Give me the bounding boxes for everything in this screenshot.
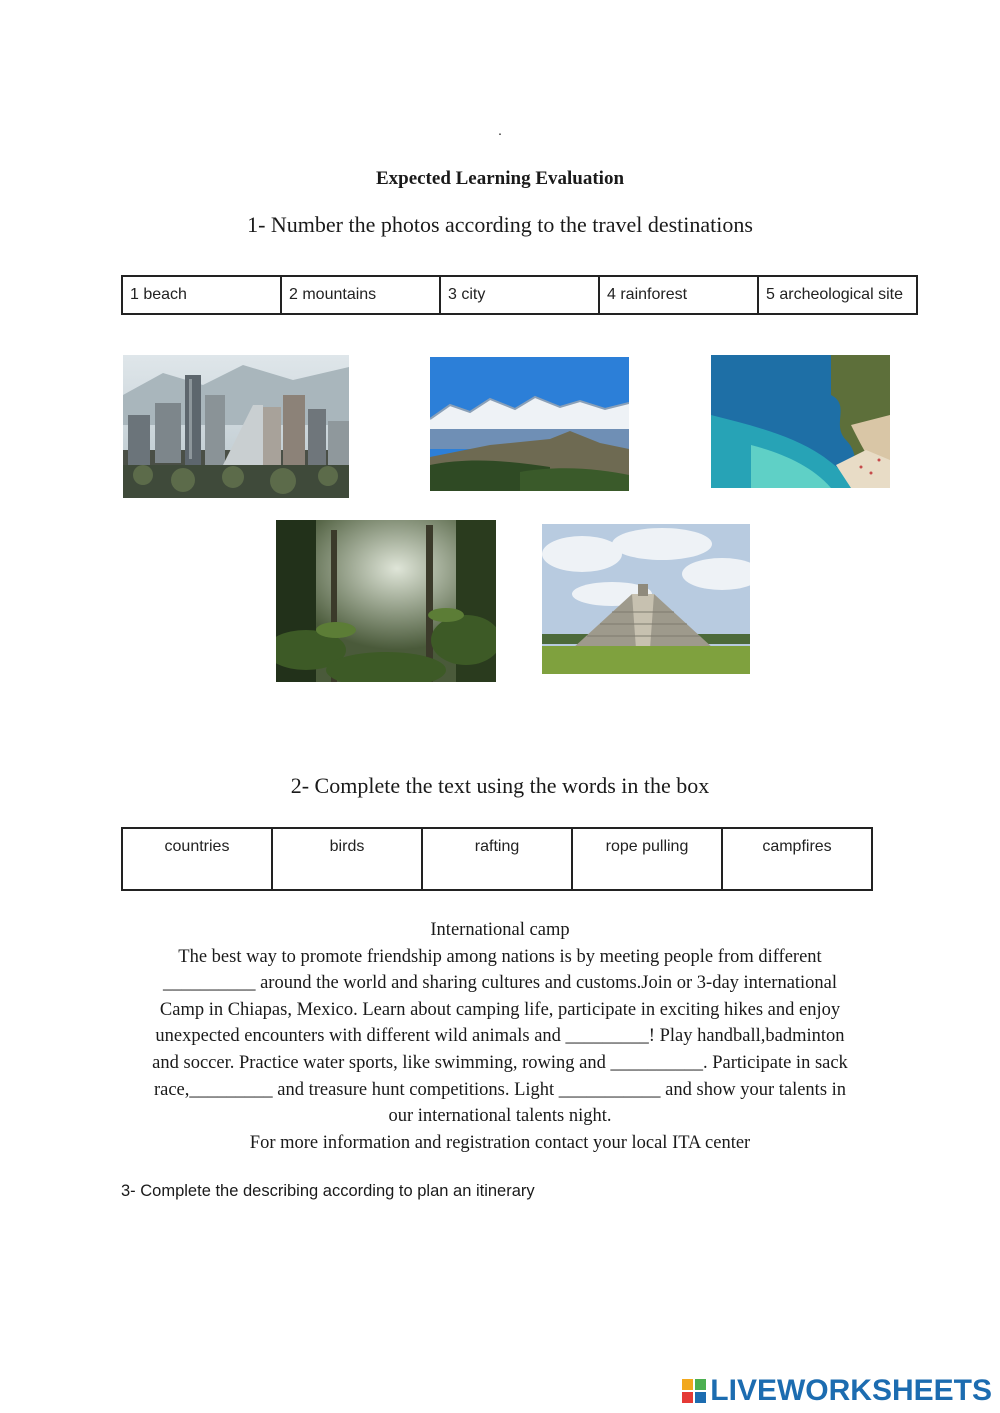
passage-line: The best way to promote friendship among nations is by meeting people from different [178, 946, 822, 967]
rainforest-photo [276, 520, 496, 682]
word-cell: birds [272, 828, 422, 890]
destination-cell: 1 beach [122, 276, 281, 314]
logo-grid-icon [682, 1379, 706, 1403]
header-dot: . [498, 124, 502, 139]
word-box-table [121, 827, 873, 891]
page-title: Expected Learning Evaluation [375, 168, 625, 189]
passage-line: __________ around the world and sharing cultures and customs.Join or 3-day international [162, 973, 838, 994]
word-cell: rafting [422, 828, 572, 890]
passage-line: unexpected encounters with different wild animals and _________! Play handball,badminton [155, 1026, 845, 1047]
passage-title: International camp [430, 920, 570, 940]
logo-text: LIVEWORKSHEETS [710, 1374, 992, 1407]
passage-line: our international talents night. [388, 1106, 612, 1127]
mountains-photo [430, 357, 629, 491]
pyramid-photo [542, 524, 750, 674]
word-cell: countries [122, 828, 272, 890]
word-cell: campfires [722, 828, 872, 890]
passage-line: race,_________ and treasure hunt competitions. Light ___________ and show your talents in [153, 1079, 847, 1100]
section1-heading: 1- Number the photos according to the travel destinations [247, 212, 753, 237]
passage-line: and soccer. Practice water sports, like swimming, rowing and __________. Participate in sack [152, 1052, 848, 1073]
camp-passage [110, 917, 890, 1156]
destinations-table [121, 275, 918, 315]
destination-cell: 4 rainforest [599, 276, 758, 314]
section3-heading: 3- Complete the describing according to plan an itinerary [121, 1182, 535, 1200]
destination-cell: 3 city [440, 276, 599, 314]
destination-cell: 5 archeological site [758, 276, 917, 314]
passage-line: For more information and registration contact your local ITA center [249, 1132, 751, 1153]
section2-heading: 2- Complete the text using the words in the box [290, 773, 710, 798]
beach-photo [711, 355, 890, 488]
liveworksheets-logo[interactable] [682, 1374, 992, 1408]
destination-cell: 2 mountains [281, 276, 440, 314]
passage-line: Camp in Chiapas, Mexico. Learn about camping life, participate in exciting hikes and enjoy [159, 999, 841, 1020]
city-photo [123, 355, 349, 498]
word-cell: rope pulling [572, 828, 722, 890]
